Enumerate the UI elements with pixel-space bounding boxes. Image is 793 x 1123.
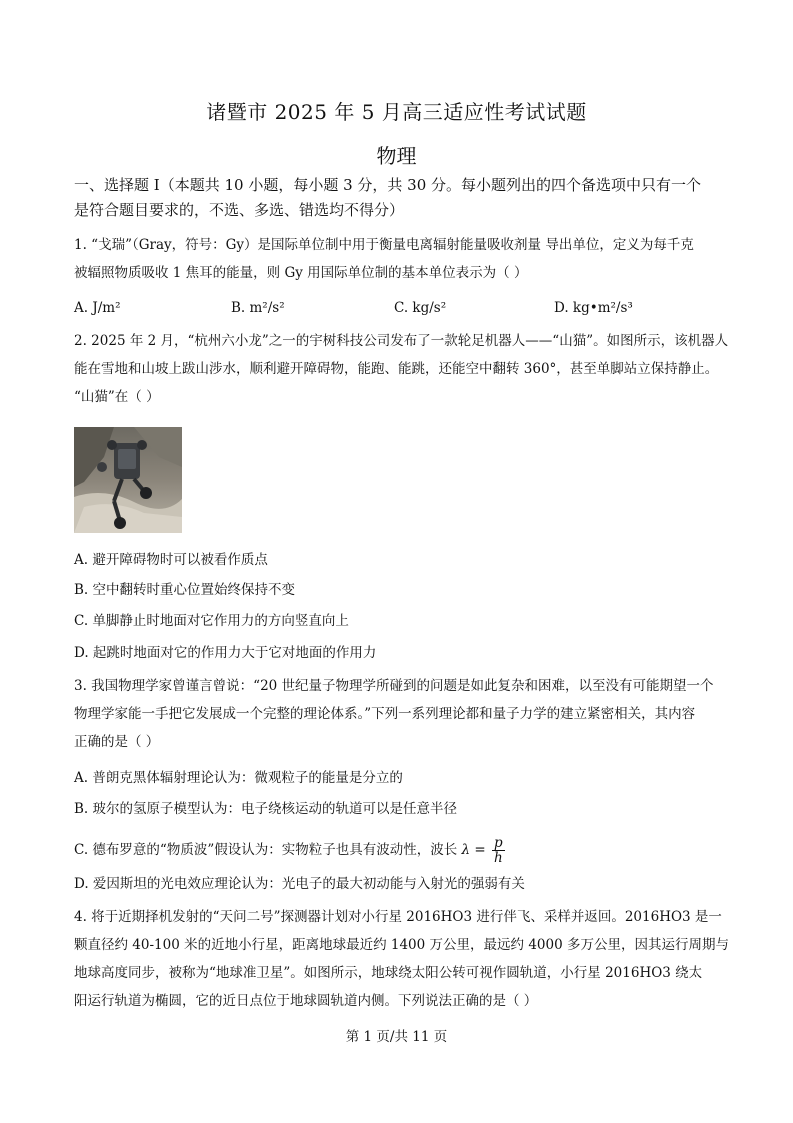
q3-option-a[interactable]: A. 普朗克黑体辐射理论认为：微观粒子的能量是分立的 <box>74 770 403 786</box>
wavelength-fraction <box>492 836 505 865</box>
fraction-numerator: p <box>492 836 505 851</box>
question-text: 4. 将于近期择机发射的“天问二号”探测器计划对小行星 2016HO3 进行伴飞、采样并返回。2016HO3 是一 <box>74 909 722 925</box>
question-text: 颗直径约 40-100 米的近地小行星，距离地球最近约 1400 万公里，最远约 4000 多万公里，因其运行周期与 <box>74 937 729 953</box>
q2-option-a[interactable]: A. 避开障碍物时可以被看作质点 <box>74 552 268 568</box>
option-b[interactable]: B. m²/s² <box>231 300 285 316</box>
section-instructions <box>74 173 734 223</box>
section-line: 一、选择题 I（本题共 10 小题，每小题 3 分，共 30 分。每小题列出的四个备选项中只有一个 <box>74 176 702 194</box>
question-3 <box>74 672 736 756</box>
lambda-symbol: λ = <box>461 842 486 858</box>
question-text: 被辐照物质吸收 1 焦耳的能量，则 Gy 用国际单位制的基本单位表示为（ ） <box>74 265 528 281</box>
question-text: 2. 2025 年 2 月，“杭州六小龙”之一的宇树科技公司发布了一款轮足机器人——“山猫”。如图所示，该机器人 <box>74 333 729 349</box>
q3-option-c[interactable] <box>74 836 505 865</box>
question-text: 正确的是（ ） <box>74 734 160 750</box>
q3-option-b[interactable]: B. 玻尔的氢原子模型认为：电子绕核运动的轨道可以是任意半径 <box>74 801 458 817</box>
q2-option-d[interactable]: D. 起跳时地面对它的作用力大于它对地面的作用力 <box>74 645 377 661</box>
fraction-denominator: h <box>494 850 503 866</box>
question-text: 能在雪地和山坡上跋山涉水，顺利避开障碍物，能跑、能跳，还能空中翻转 360°，甚至单脚站立保持静止。 <box>74 361 719 377</box>
q2-option-c[interactable]: C. 单脚静止时地面对它作用力的方向竖直向上 <box>74 613 349 629</box>
page-title: 诸暨市 2025 年 5 月高三适应性考试试题 <box>206 100 587 124</box>
question-1 <box>74 231 736 287</box>
q2-option-b[interactable]: B. 空中翻转时重心位置始终保持不变 <box>74 582 296 598</box>
question-text: “山猫”在（ ） <box>74 389 160 405</box>
robot-image-icon <box>74 427 182 533</box>
option-c[interactable]: C. kg/s² <box>394 300 447 316</box>
question-2 <box>74 327 736 411</box>
option-a[interactable]: A. J/m² <box>74 300 121 316</box>
robot-photo <box>74 427 182 533</box>
subject-title: 物理 <box>376 144 417 168</box>
option-d[interactable]: D. kg•m²/s³ <box>554 300 633 316</box>
question-text: 1. “戈瑞”（Gray，符号：Gy）是国际单位制中用于衡量电离辐射能量吸收剂量 导出单位，定义为每千克 <box>74 237 694 253</box>
page-footer: 第 1 页/共 11 页 <box>345 1029 448 1045</box>
question-text: 地球高度同步，被称为“地球准卫星”。如图所示，地球绕太阳公转可视作圆轨道，小行星 2016HO3 绕太 <box>74 965 703 981</box>
q3-option-d[interactable]: D. 爱因斯坦的光电效应理论认为：光电子的最大初动能与入射光的强弱有关 <box>74 876 525 892</box>
section-line: 是符合题目要求的，不选、多选、错选均不得分） <box>74 201 405 219</box>
question-text: 物理学家能一手把它发展成一个完整的理论体系。”下列一系列理论都和量子力学的建立紧密相关，其内容 <box>74 706 696 722</box>
option-text: C. 德布罗意的“物质波”假设认为：实物粒子也具有波动性，波长 <box>74 842 458 858</box>
question-text: 阳运行轨道为椭圆，它的近日点位于地球圆轨道内侧。下列说法正确的是（ ） <box>74 993 538 1009</box>
question-4 <box>74 903 736 1015</box>
question-text: 3. 我国物理学家曾谨言曾说：“20 世纪量子物理学所碰到的问题是如此复杂和困难，以至没有可能期望一个 <box>74 678 714 694</box>
